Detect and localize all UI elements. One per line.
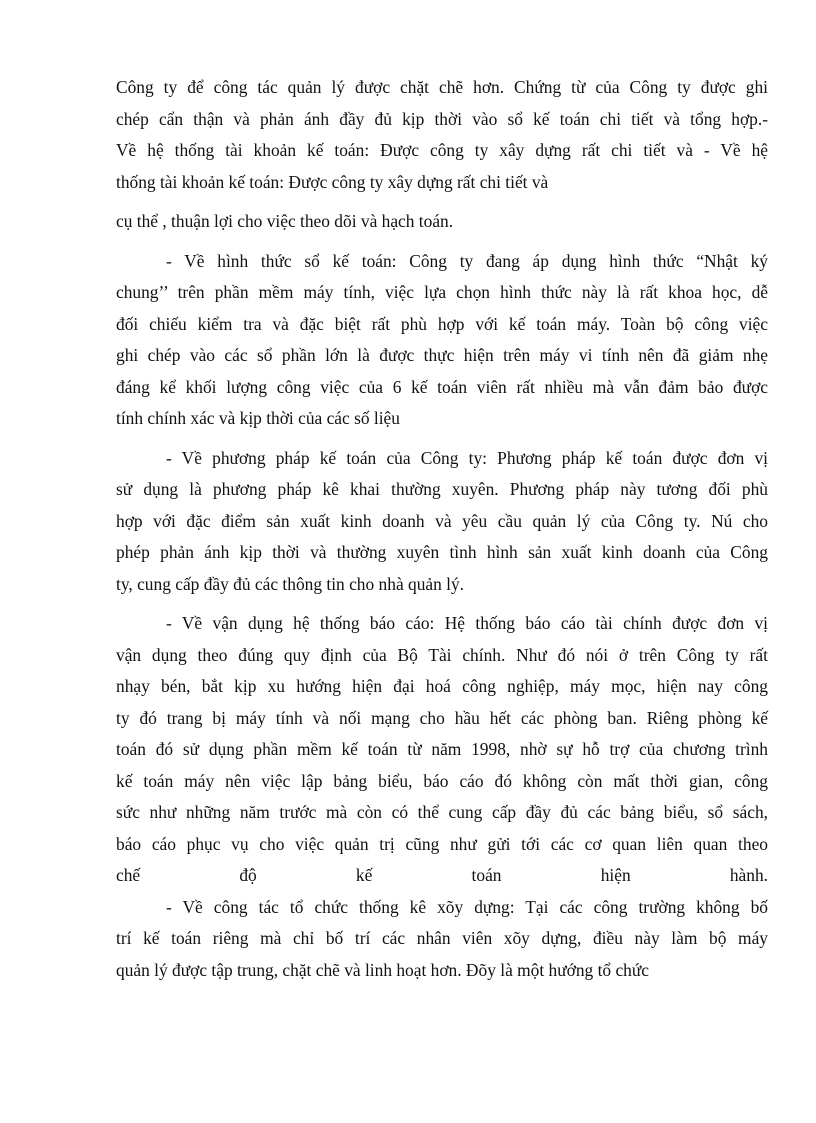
text-line: cụ thể , thuận lợi cho việc theo dõi và hạch toán. (116, 211, 454, 231)
text-line: trí kế toán riêng mà chỉ bố trí các nhân viên xõy dựng, điều này làm bộ máy (116, 928, 768, 948)
paragraph-first-line: - Về công tác tổ chức thống kê xõy dựng: Tại các công trường không bố (166, 896, 768, 917)
text-line: ghi chép vào các sổ phần lớn là được thực hiện trên máy vi tính nên đã giảm nhẹ (116, 345, 768, 365)
text-line: chung’’ trên phần mềm máy tính, việc lựa chọn hình thức này là rất khoa học, dễ (116, 282, 768, 302)
text-line: ty đó trang bị máy tính và nối mạng cho hầu hết các phòng ban. Riêng phòng kế (116, 707, 768, 728)
text-line: ty, cung cấp đầy đủ các thông tin cho nhà quản lý. (116, 573, 465, 594)
text-line: báo cáo phục vụ cho việc quản trị cũng như gửi tới các cơ quan liên quan theo (116, 833, 768, 854)
text-line: phép phản ánh kịp thời và thường xuyên tình hình sản xuất kinh doanh của Công (116, 542, 768, 562)
text-line: sức như những năm trước mà còn có thể cung cấp đầy đủ các bảng biểu, sổ sách, (116, 802, 768, 822)
text-line: Về hệ thống tài khoản kế toán: Được công ty xây dựng rất chi tiết và - Về hệ (116, 140, 768, 160)
text-line: chế độ kế toán hiện hành. (116, 865, 768, 885)
text-line: thống tài khoản kế toán: Được công ty xây dựng rất chi tiết và (116, 171, 549, 192)
paragraph-first-line: - Về hình thức sổ kế toán: Công ty đang áp dụng hình thức “Nhật ký (166, 250, 768, 271)
text-line: Công ty để công tác quản lý được chặt chẽ hơn. Chứng từ của Công ty được ghi (116, 77, 768, 97)
text-line: vận dụng theo đúng quy định của Bộ Tài chính. Như đó nói ở trên Công ty rất (116, 644, 768, 665)
text-line: chép cẩn thận và phản ánh đầy đủ kịp thời vào sổ kế toán chi tiết và tổng hợp.- (116, 108, 768, 129)
text-line: hợp với đặc điểm sản xuất kinh doanh và yêu cầu quản lý của Công ty. Nú cho (116, 510, 768, 531)
text-line: sử dụng là phương pháp kê khai thường xuyên. Phương pháp này tương đối phù (116, 479, 768, 499)
text-line: đáng kể khối lượng công việc của 6 kế toán viên rất nhiều mà vẫn đảm bảo được (116, 376, 768, 397)
text-line: nhạy bén, bắt kịp xu hướng hiện đại hoá công nghiệp, máy mọc, hiện nay công (116, 676, 768, 696)
text-line: đối chiếu kiểm tra và đặc biệt rất phù hợp với kế toán máy. Toàn bộ công việc (116, 313, 768, 334)
text-line: toán đó sử dụng phần mềm kế toán từ năm 1998, nhờ sự hỗ trợ của chương trình (116, 739, 768, 759)
text-line: tính chính xác và kịp thời của các số liệu (116, 408, 400, 428)
paragraph-first-line: - Về phương pháp kế toán của Công ty: Phương pháp kế toán được đơn vị (166, 447, 768, 468)
text-line: quản lý được tập trung, chặt chẽ và linh hoạt hơn. Đõy là một hướng tổ chức (116, 959, 650, 980)
document-page (116, 72, 768, 986)
text-line: kế toán máy nên việc lập bảng biểu, báo cáo đó không còn mất thời gian, công (116, 770, 768, 791)
paragraph-first-line: - Về vận dụng hệ thống báo cáo: Hệ thống báo cáo tài chính được đơn vị (166, 613, 768, 633)
